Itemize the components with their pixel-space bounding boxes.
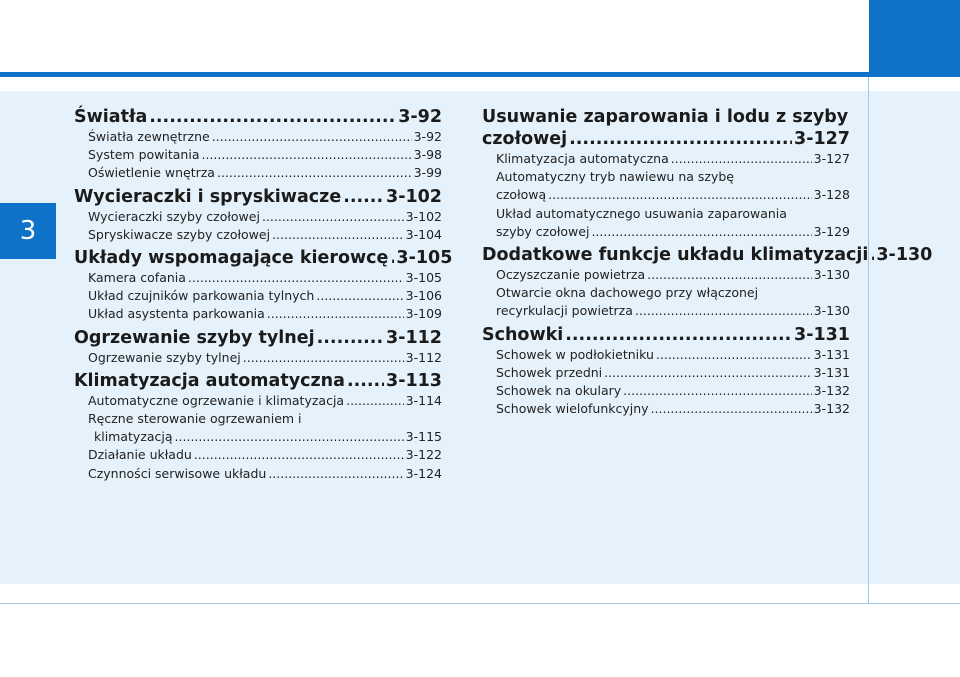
toc-item[interactable]: Schowek wielofunkcyjny ..... 3-132 bbox=[482, 400, 850, 418]
toc-item[interactable]: Układ czujników parkowania tylnych ..... 3-106 bbox=[74, 287, 442, 305]
toc-section-defog[interactable]: czołowej ..... 3-127 bbox=[482, 128, 850, 150]
toc-section-driver-assist[interactable]: Układy wspomagające kierowcę ..... 3-105 bbox=[74, 247, 442, 269]
toc-item[interactable]: System powitania ..... 3-98 bbox=[74, 146, 442, 164]
toc-item[interactable]: Spryskiwacze szyby czołowej ..... 3-104 bbox=[74, 226, 442, 244]
toc-section-storage[interactable]: Schowki ..... 3-131 bbox=[482, 324, 850, 346]
toc-item[interactable]: szyby czołowej ..... 3-129 bbox=[482, 223, 850, 241]
toc-item-line1[interactable]: Otwarcie okna dachowego przy włączonej bbox=[496, 285, 759, 301]
toc-item[interactable]: Układ asystenta parkowania ..... 3-109 bbox=[74, 305, 442, 323]
section-page: 3-92 bbox=[398, 107, 442, 127]
toc-left-column bbox=[74, 106, 453, 483]
toc-section-extra-climate[interactable]: Dodatkowe funkcje układu klimatyzacji ..... 3-130 bbox=[482, 244, 850, 266]
toc-item[interactable]: Czynności serwisowe układu ..... 3-124 bbox=[74, 465, 442, 483]
toc-item[interactable]: Kamera cofania ..... 3-105 bbox=[74, 269, 442, 287]
toc-item[interactable]: Automatyczne ogrzewanie i klimatyzacja ..... 3-114 bbox=[74, 392, 442, 410]
toc-item[interactable]: Wycieraczki szyby czołowej ..... 3-102 bbox=[74, 208, 442, 226]
toc-item[interactable]: klimatyzacją ..... 3-115 bbox=[74, 428, 442, 446]
header-rule bbox=[0, 72, 960, 77]
chapter-marker: 3 bbox=[0, 203, 56, 259]
toc-section-defog-line1[interactable]: Usuwanie zaparowania i lodu z szyby bbox=[482, 107, 849, 127]
toc-item[interactable]: Klimatyzacja automatyczna ..... 3-127 bbox=[482, 150, 850, 168]
toc-item[interactable]: recyrkulacji powietrza ..... 3-130 bbox=[482, 302, 850, 320]
toc-item-line1[interactable]: Automatyczny tryb nawiewu na szybę bbox=[496, 169, 734, 185]
toc-item-line1[interactable]: Układ automatycznego usuwania zaparowania bbox=[496, 205, 787, 221]
toc-item[interactable]: Światła zewnętrzne ..... 3-92 bbox=[74, 128, 442, 146]
toc-section-auto-climate[interactable]: Klimatyzacja automatyczna ..... 3-113 bbox=[74, 370, 442, 392]
section-label: Światła bbox=[74, 107, 148, 127]
toc-item[interactable]: Ogrzewanie szyby tylnej ..... 3-112 bbox=[74, 349, 442, 367]
toc-item[interactable]: Schowek na okulary ..... 3-132 bbox=[482, 382, 850, 400]
toc-item[interactable]: Oświetlenie wnętrza ..... 3-99 bbox=[74, 164, 442, 182]
toc-item[interactable]: Oczyszczanie powietrza ..... 3-130 bbox=[482, 266, 850, 284]
toc-section-rear-defrost[interactable]: Ogrzewanie szyby tylnej ..... 3-112 bbox=[74, 327, 442, 349]
toc-item[interactable]: czołową ..... 3-128 bbox=[482, 186, 850, 204]
chapter-tab-header bbox=[869, 0, 960, 75]
panel-divider bbox=[868, 77, 869, 604]
toc-right-column bbox=[482, 106, 933, 418]
footer-rule bbox=[0, 603, 960, 604]
toc-item[interactable]: Schowek w podłokietniku ..... 3-131 bbox=[482, 346, 850, 364]
toc-item-line1[interactable]: Ręczne sterowanie ogrzewaniem i bbox=[88, 411, 302, 427]
toc-item[interactable]: Schowek przedni ..... 3-131 bbox=[482, 364, 850, 382]
toc-section-lights[interactable] bbox=[74, 106, 442, 128]
toc-item[interactable]: Działanie układu ..... 3-122 bbox=[74, 446, 442, 464]
toc-section-wipers[interactable]: Wycieraczki i spryskiwacze ..... 3-102 bbox=[74, 186, 442, 208]
